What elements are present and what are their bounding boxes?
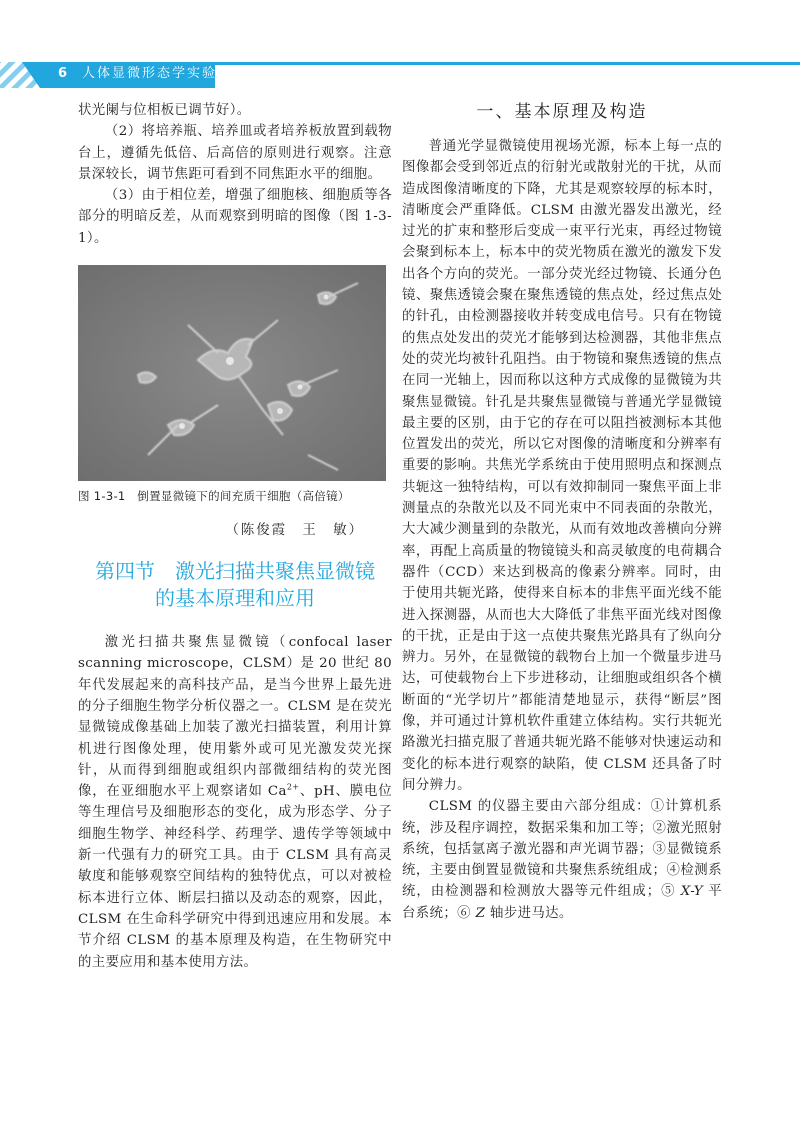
page-header	[0, 0, 800, 90]
paragraph-text: 、pH、膜电位等生理信号及细胞形态的变化，成为形态学、分子细胞生物学、神经科学、药理学、遗传学等领域中新一代强有力的研究工具。由于 CLSM 具有高灵敏度和能够观察空间结构的独特优点，可以对被检标本进行立体、断层扫描以及动态的观察，因此，CLSM 在生命科学研究中得到迅速应用和发展。本节介绍 CLSM 的基本原理及构造，在生物研究中的主要应用和基本使用方法。	[78, 784, 392, 970]
paragraph-text: 轴步进马达。	[485, 905, 573, 921]
authors: （陈俊霞 王 敏）	[225, 523, 364, 539]
section-title	[78, 558, 392, 612]
superscript: 2+	[286, 782, 300, 792]
cell-micrograph-image	[78, 265, 386, 481]
paragraph: 状光阑与位相板已调节好）。	[78, 103, 251, 118]
section-title-line: 的基本原理和应用	[155, 586, 315, 611]
left-column	[78, 100, 392, 973]
micrograph-figure	[78, 265, 386, 481]
book-title: 人体显微形态学实验	[82, 66, 218, 81]
page-number: 6	[58, 66, 68, 81]
subsection-title: 一、基本原理及构造	[476, 102, 648, 122]
paragraph-text: CLSM 的仪器主要由六部分组成：①计算机系统，涉及程序调控，数据采集和加工等；②激光照射系统，包括氩离子激光器和声光调节器；③显微镜系统，主要由倒置显微镜和共聚焦系统组成；④检测系统，由检测器和检测放大器等元件组成；⑤	[402, 799, 722, 900]
paragraph: （3）由于相位差，增强了细胞核、细胞质等各部分的明暗反差，从而观察到明暗的图像（图 1-3-1）。	[78, 188, 392, 246]
section-title-line: 第四节 激光扫描共聚焦显微镜	[95, 559, 375, 584]
paragraph	[78, 632, 392, 973]
paragraph-text: 激光扫描共聚焦显微镜（confocal laser scanning microscope，CLSM）是 20 世纪 80 年代发展起来的高科技产品，是当今世界上最先进的分子细胞生物学分析仪器之一。CLSM 是在荧光显微镜成像基础上加装了激光扫描装置，利用计算机进行图像处理，使用紫外或可见光激发荧光探针，从而得到细胞或组织内部微细结构的荧光图像，在亚细胞水平上观察诸如 Ca	[78, 635, 392, 800]
italic-term: X-Y	[680, 884, 703, 900]
figure-caption: 图 1-3-1 倒置显微镜下的间充质干细胞（高倍镜）	[78, 489, 350, 504]
paragraph-text: 平台系统；⑥	[402, 884, 722, 921]
italic-term: Z	[475, 905, 486, 921]
paragraph: 普通光学显微镜使用视场光源，标本上每一点的图像都会受到邻近点的衍射光或散射光的干扰，从而造成图像清晰度的下降，尤其是观察较厚的标本时，清晰度会严重降低。CLSM 由激光器发出激光，经过光的扩束和整形后变成一束平行光束，再经过物镜会聚到标本上，标本中的荧光物质在激光的激发下发出各个方向的荧光。一部分荧光经过物镜、长通分色镜、聚焦透镜会聚在聚焦透镜的焦点处，经过焦点处的针孔，由检测器接收并转变成电信号。只有在物镜的焦点处发出的荧光才能够到达检测器，其他非焦点处的荧光均被针孔阻挡。由于物镜和聚焦透镜的焦点在同一光轴上，因而称以这种方式成像的显微镜为共聚焦显微镜。针孔是共聚焦显微镜与普通光学显微镜最主要的区别，由于它的存在可以阻挡被测标本其他位置发出的荧光，所以它对图像的清晰度和分辨率有重要的影响。共焦光学系统由于使用照明点和探测点共轭这一独特结构，可以有效抑制同一聚焦平面上非测量点的杂散光以及不同光束中不同表面的杂散光，大大减少测量到的杂散光，从而有效地改善横向分辨率，再配上高质量的物镜镜头和高灵敏度的电荷耦合器件（CCD）来达到极高的像素分辨率。同时，由于使用共轭光路，使得来自标本的非焦平面光线不能进入探测器，从而也大大降低了非焦平面光线对图像的干扰，正是由于这一点使共聚焦光路具有了纵向分辨力。另外，在显微镜的载物台上加一个微量步进马达，可使载物台上下步进移动，让细胞或组织各个横断面的“光学切片”都能清楚地显示，获得“断层”图像，并可通过计算机软件重建立体结构。实行共轭光路激光扫描克服了普通共轭光路不能够对快速运动和变化的标本进行观察的缺陷，使 CLSM 还具备了时间分辨力。	[402, 139, 722, 793]
right-column	[402, 100, 722, 924]
paragraph: （2）将培养瓶、培养皿或者培养板放置到载物台上，遵循先低倍、后高倍的原则进行观察。注意景深较长，调节焦距可看到不同焦距水平的细胞。	[78, 124, 392, 182]
paragraph	[402, 796, 722, 924]
